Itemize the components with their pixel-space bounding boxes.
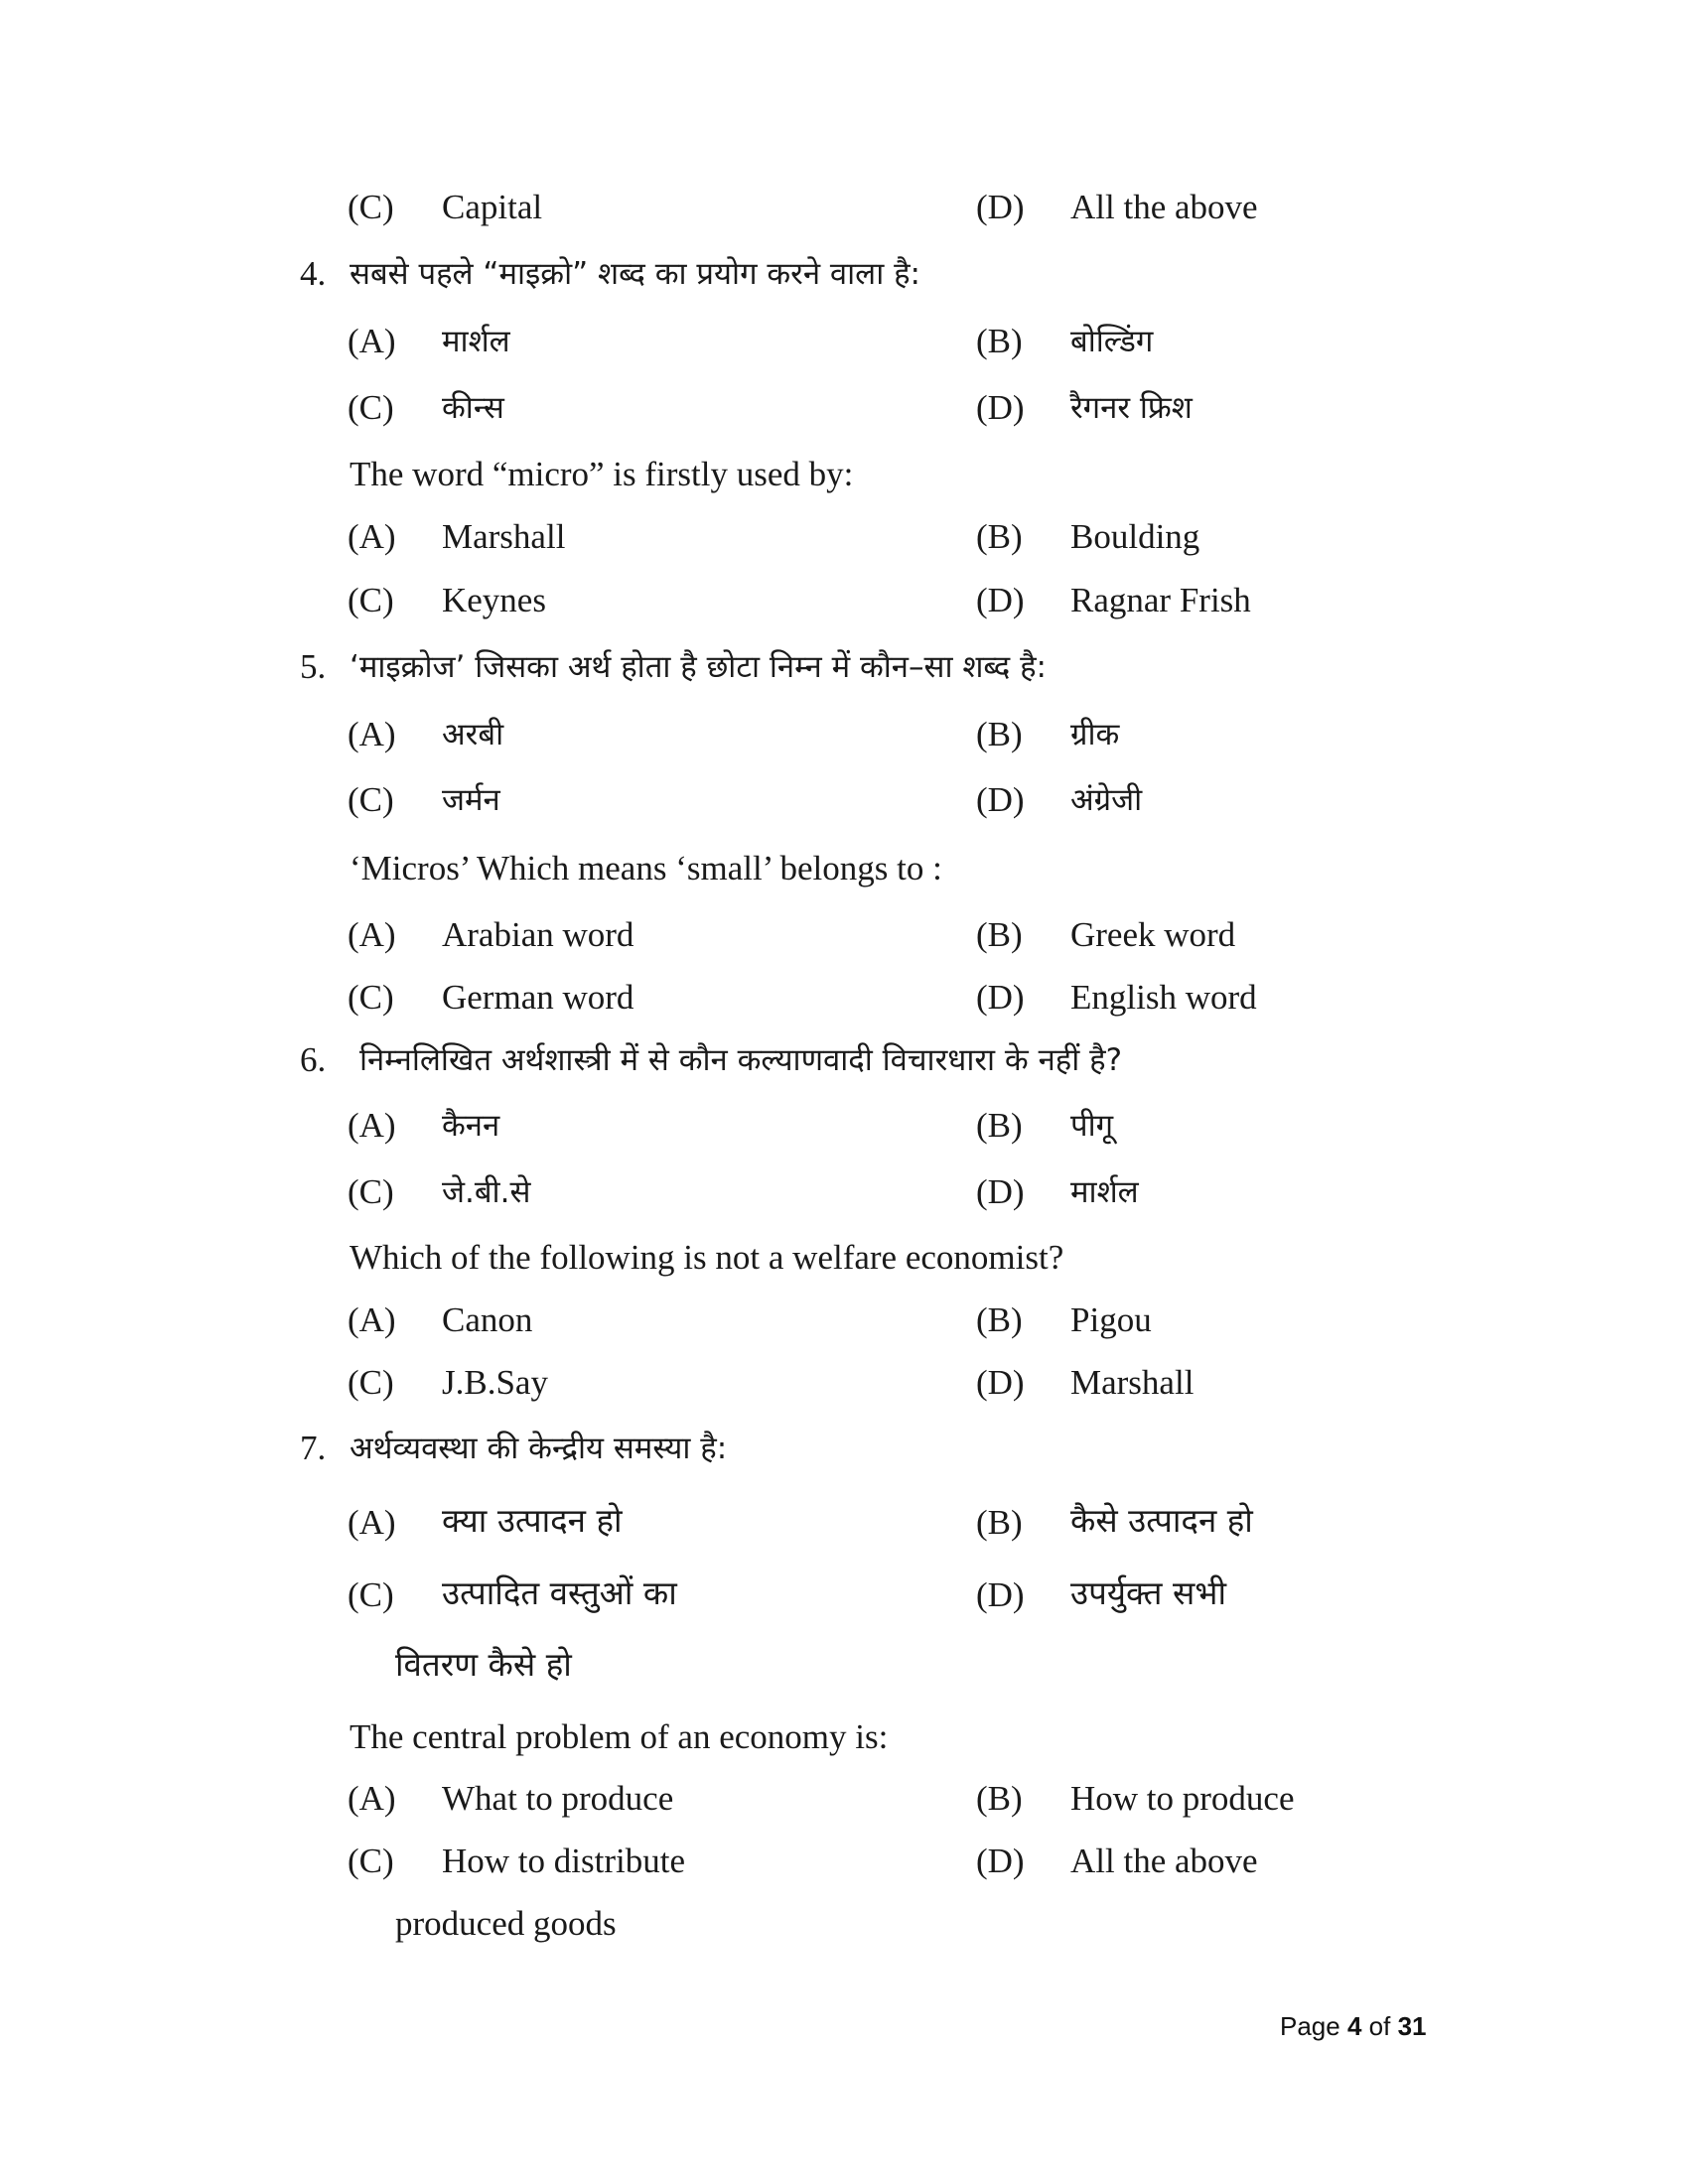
question-english: The central problem of an economy is: (350, 1717, 889, 1756)
option-text-continued: produced goods (395, 1904, 617, 1943)
option-text: Greek word (1070, 915, 1236, 954)
question-english: The word “micro” is firstly used by: (350, 455, 854, 493)
option-label: (D) (976, 978, 1025, 1017)
of-word: of (1368, 2011, 1391, 2041)
option-text: Ragnar Frish (1070, 581, 1251, 619)
option-label: (C) (348, 1842, 394, 1880)
option-label: (A) (348, 322, 396, 360)
option-label: (D) (976, 780, 1025, 819)
option-label: (C) (348, 581, 394, 619)
option-text: All the above (1070, 188, 1258, 226)
option-label: (A) (348, 517, 396, 556)
question-number: 7. (300, 1429, 327, 1467)
option-label: (B) (976, 1779, 1023, 1818)
option-label: (C) (348, 1363, 394, 1402)
option-text: Keynes (442, 581, 546, 619)
page-word: Page (1280, 2011, 1340, 2041)
current-page: 4 (1346, 2011, 1362, 2041)
option-text: Marshall (442, 517, 566, 556)
question-hindi: ‘माइक्रोज’ जिसका अर्थ होता है छोटा निम्न में कौन–सा शब्द है: (350, 649, 1047, 685)
option-label: (D) (976, 388, 1025, 427)
question-hindi: सबसे पहले “माइक्रो” शब्द का प्रयोग करने वाला है: (350, 256, 920, 292)
option-label: (B) (976, 1503, 1023, 1542)
page-footer (1280, 2011, 1427, 2042)
total-pages: 31 (1397, 2011, 1427, 2041)
option-text: रैगनर फ्रिश (1070, 390, 1193, 426)
option-label: (B) (976, 322, 1023, 360)
option-label: (D) (976, 581, 1025, 619)
option-text: कैसे उत्पादन हो (1070, 1501, 1253, 1540)
option-text: Canon (442, 1300, 533, 1339)
option-label: (C) (348, 1172, 394, 1211)
option-label: (A) (348, 1300, 396, 1339)
option-text: ग्रीक (1070, 717, 1120, 752)
question-hindi: निम्नलिखित अर्थशास्त्री में से कौन कल्याणवादी विचारधारा के नहीं है? (359, 1042, 1123, 1078)
question-english: Which of the following is not a welfare economist? (350, 1238, 1064, 1277)
option-text: How to produce (1070, 1779, 1295, 1818)
option-text: उपर्युक्त सभी (1070, 1573, 1227, 1612)
question-english: ‘Micros’ Which means ‘small’ belongs to : (350, 849, 942, 887)
option-label: (A) (348, 1106, 396, 1145)
option-label: (A) (348, 715, 396, 753)
question-number: 6. (300, 1040, 327, 1079)
option-label: (B) (976, 517, 1023, 556)
option-label: (D) (976, 1842, 1025, 1880)
option-text: Arabian word (442, 915, 634, 954)
option-text: What to produce (442, 1779, 674, 1818)
option-label: (B) (976, 1300, 1023, 1339)
option-text: कैनन (442, 1108, 500, 1144)
option-text: बोल्डिंग (1070, 324, 1154, 359)
option-label: (A) (348, 1503, 396, 1542)
option-text-continued: वितरण कैसे हो (395, 1645, 572, 1684)
option-text: Boulding (1070, 517, 1200, 556)
option-text: जे.बी.से (442, 1174, 531, 1210)
option-label: (D) (976, 1575, 1025, 1614)
option-label: (D) (976, 1363, 1025, 1402)
question-number: 4. (300, 254, 327, 293)
option-text: English word (1070, 978, 1257, 1017)
question-hindi: अर्थव्यवस्था की केन्द्रीय समस्या है: (350, 1431, 728, 1466)
option-text: अंग्रेजी (1070, 782, 1143, 818)
option-text: जर्मन (442, 782, 500, 818)
option-text: How to distribute (442, 1842, 685, 1880)
option-text: All the above (1070, 1842, 1258, 1880)
option-text: Marshall (1070, 1363, 1195, 1402)
option-text: मार्शल (1070, 1174, 1139, 1210)
option-label: (B) (976, 1106, 1023, 1145)
option-label: (C) (348, 188, 394, 226)
option-text: मार्शल (442, 324, 510, 359)
option-text: J.B.Say (442, 1363, 548, 1402)
option-label: (D) (976, 1172, 1025, 1211)
option-label: (A) (348, 915, 396, 954)
option-label: (A) (348, 1779, 396, 1818)
option-text: Capital (442, 188, 543, 226)
option-label: (D) (976, 188, 1025, 226)
option-text: अरबी (442, 717, 504, 752)
option-text: उत्पादित वस्तुओं का (442, 1573, 677, 1612)
option-label: (B) (976, 915, 1023, 954)
option-label: (C) (348, 780, 394, 819)
question-number: 5. (300, 647, 327, 686)
option-label: (C) (348, 1575, 394, 1614)
option-text: कीन्स (442, 390, 504, 426)
option-label: (B) (976, 715, 1023, 753)
option-label: (C) (348, 388, 394, 427)
option-label: (C) (348, 978, 394, 1017)
option-text: क्या उत्पादन हो (442, 1501, 623, 1540)
option-text: Pigou (1070, 1300, 1152, 1339)
option-text: German word (442, 978, 634, 1017)
option-text: पीगू (1070, 1108, 1114, 1144)
